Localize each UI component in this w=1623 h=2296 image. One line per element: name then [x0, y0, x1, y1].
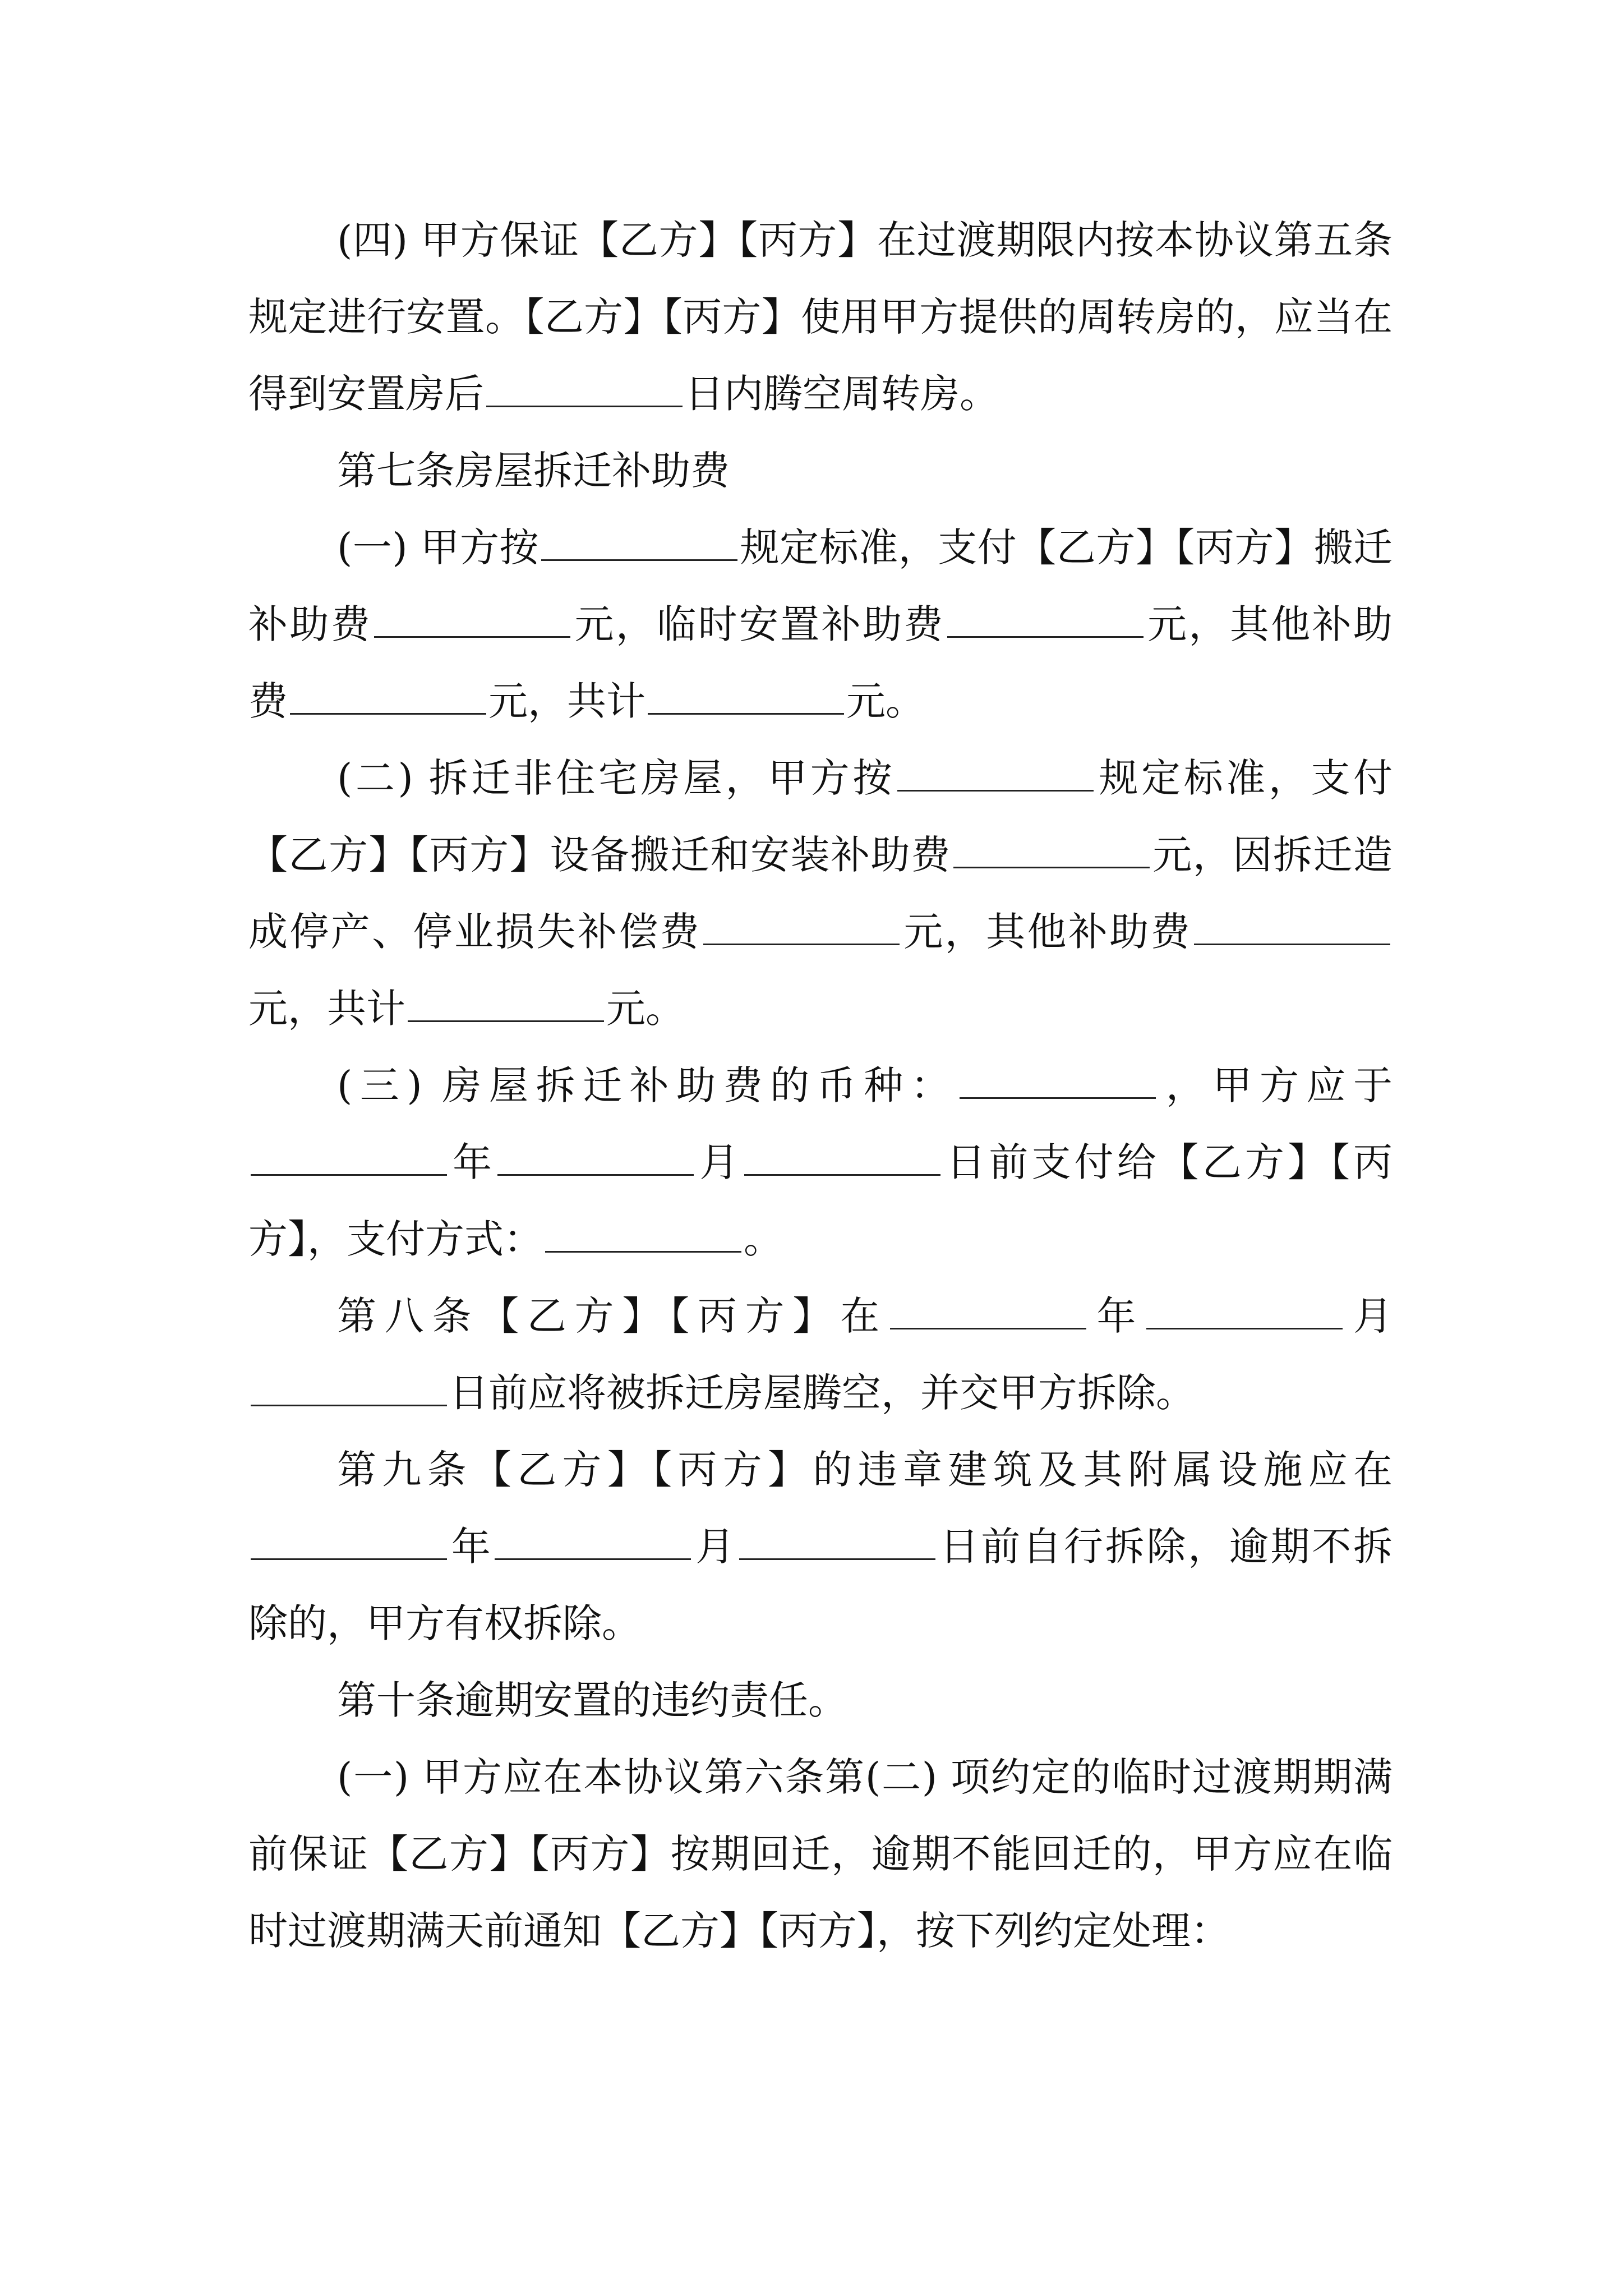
paragraph — [248, 1662, 1393, 1739]
fill-in-blank[interactable] — [545, 1217, 741, 1253]
fill-in-blank[interactable] — [703, 910, 900, 945]
fill-in-blank[interactable] — [251, 1525, 447, 1560]
fill-in-blank[interactable] — [251, 1371, 447, 1406]
paragraph-text: 日前自行拆除，逾期不拆除的，甲方有权拆除。 — [248, 1524, 1393, 1646]
paragraph-text: 元，共计 — [248, 986, 405, 1032]
paragraph-text: 日前支付给【乙方】【丙方】，支付方式： — [248, 1139, 1393, 1262]
paragraph — [248, 1047, 1393, 1278]
paragraph-text: 月 — [1345, 1293, 1393, 1339]
paragraph-text: 元。 — [606, 986, 685, 1032]
paragraph-text: 第七条房屋拆迁补助费 — [337, 448, 730, 494]
fill-in-blank[interactable] — [486, 372, 683, 407]
paragraph-text: 元，因拆迁造成停产、停业损失补偿费 — [248, 832, 1393, 955]
fill-in-blank[interactable] — [648, 679, 844, 715]
paragraph-text: 元，共计 — [488, 678, 645, 724]
paragraph-text: 元，其他补助费 — [248, 601, 1393, 724]
paragraph-text: 第九条【乙方】【丙方】的违章建筑及其附属设施应在 — [337, 1447, 1393, 1493]
fill-in-blank[interactable] — [408, 987, 604, 1022]
paragraph-text: 第十条逾期安置的违约责任。 — [337, 1677, 847, 1723]
paragraph-text: (二) 拆迁非住宅房屋，甲方按 — [337, 755, 895, 801]
paragraph-text: 元。 — [846, 678, 925, 724]
fill-in-blank[interactable] — [374, 602, 570, 638]
paragraph-text: 月 — [696, 1139, 743, 1185]
paragraph-text: (四) 甲方保证【乙方】【丙方】在过渡期限内按本协议第五条规定进行安置。【乙方】【丙方】使用甲方提供的周转房的，应当在得到安置房后 — [248, 217, 1393, 417]
fill-in-blank[interactable] — [897, 756, 1094, 792]
paragraph-text: 日内腾空周转房。 — [685, 371, 999, 417]
paragraph-text: 元，其他补助费 — [902, 909, 1192, 955]
paragraph-text: 。 — [744, 1216, 783, 1262]
paragraph — [248, 432, 1393, 509]
paragraph-text: 年 — [449, 1524, 493, 1570]
fill-in-blank[interactable] — [739, 1525, 935, 1560]
fill-in-blank[interactable] — [495, 1525, 691, 1560]
paragraph-text: (一) 甲方应在本协议第六条第(二) 项约定的临时过渡期期满前保证【乙方】【丙方】按期回迁，逾期不能回迁的，甲方应在临时过渡期满天前通知【乙方】【丙方】，按下列约定处理： — [248, 1754, 1393, 1954]
paragraph-text: 规定标准，支付【乙方】【丙方】搬迁补助费 — [248, 524, 1393, 647]
paragraph — [248, 740, 1393, 1047]
fill-in-blank[interactable] — [953, 833, 1150, 868]
paragraph-text: 规定标准，支付【乙方】【丙方】设备搬迁和安装补助费 — [248, 755, 1393, 878]
paragraph-text: (三) 房屋拆迁补助费的币种： — [337, 1062, 958, 1108]
fill-in-blank[interactable] — [960, 1064, 1156, 1099]
paragraph-text: (一) 甲方按 — [337, 524, 540, 570]
fill-in-blank[interactable] — [744, 1140, 940, 1176]
paragraph — [248, 1739, 1393, 1970]
paragraph-text: 第八条【乙方】【丙方】在 — [337, 1293, 888, 1339]
fill-in-blank[interactable] — [251, 1140, 447, 1176]
fill-in-blank[interactable] — [290, 679, 486, 715]
fill-in-blank[interactable] — [947, 602, 1144, 638]
paragraph-text: 日前应将被拆迁房屋腾空，并交甲方拆除。 — [449, 1370, 1195, 1416]
paragraph — [248, 1432, 1393, 1662]
paragraph-text: 年 — [1088, 1293, 1145, 1339]
paragraph-text: ，甲方应于 — [1158, 1062, 1393, 1108]
paragraph — [248, 509, 1393, 740]
fill-in-blank[interactable] — [890, 1294, 1086, 1329]
document-body — [248, 202, 1393, 1970]
paragraph-text: 月 — [693, 1524, 737, 1570]
paragraph-text: 年 — [449, 1139, 496, 1185]
fill-in-blank[interactable] — [497, 1140, 694, 1176]
paragraph — [248, 1278, 1393, 1432]
fill-in-blank[interactable] — [1146, 1294, 1343, 1329]
fill-in-blank[interactable] — [541, 526, 737, 561]
paragraph-text: 元，临时安置补助费 — [573, 601, 945, 647]
fill-in-blank[interactable] — [1194, 910, 1390, 945]
paragraph — [248, 202, 1393, 432]
